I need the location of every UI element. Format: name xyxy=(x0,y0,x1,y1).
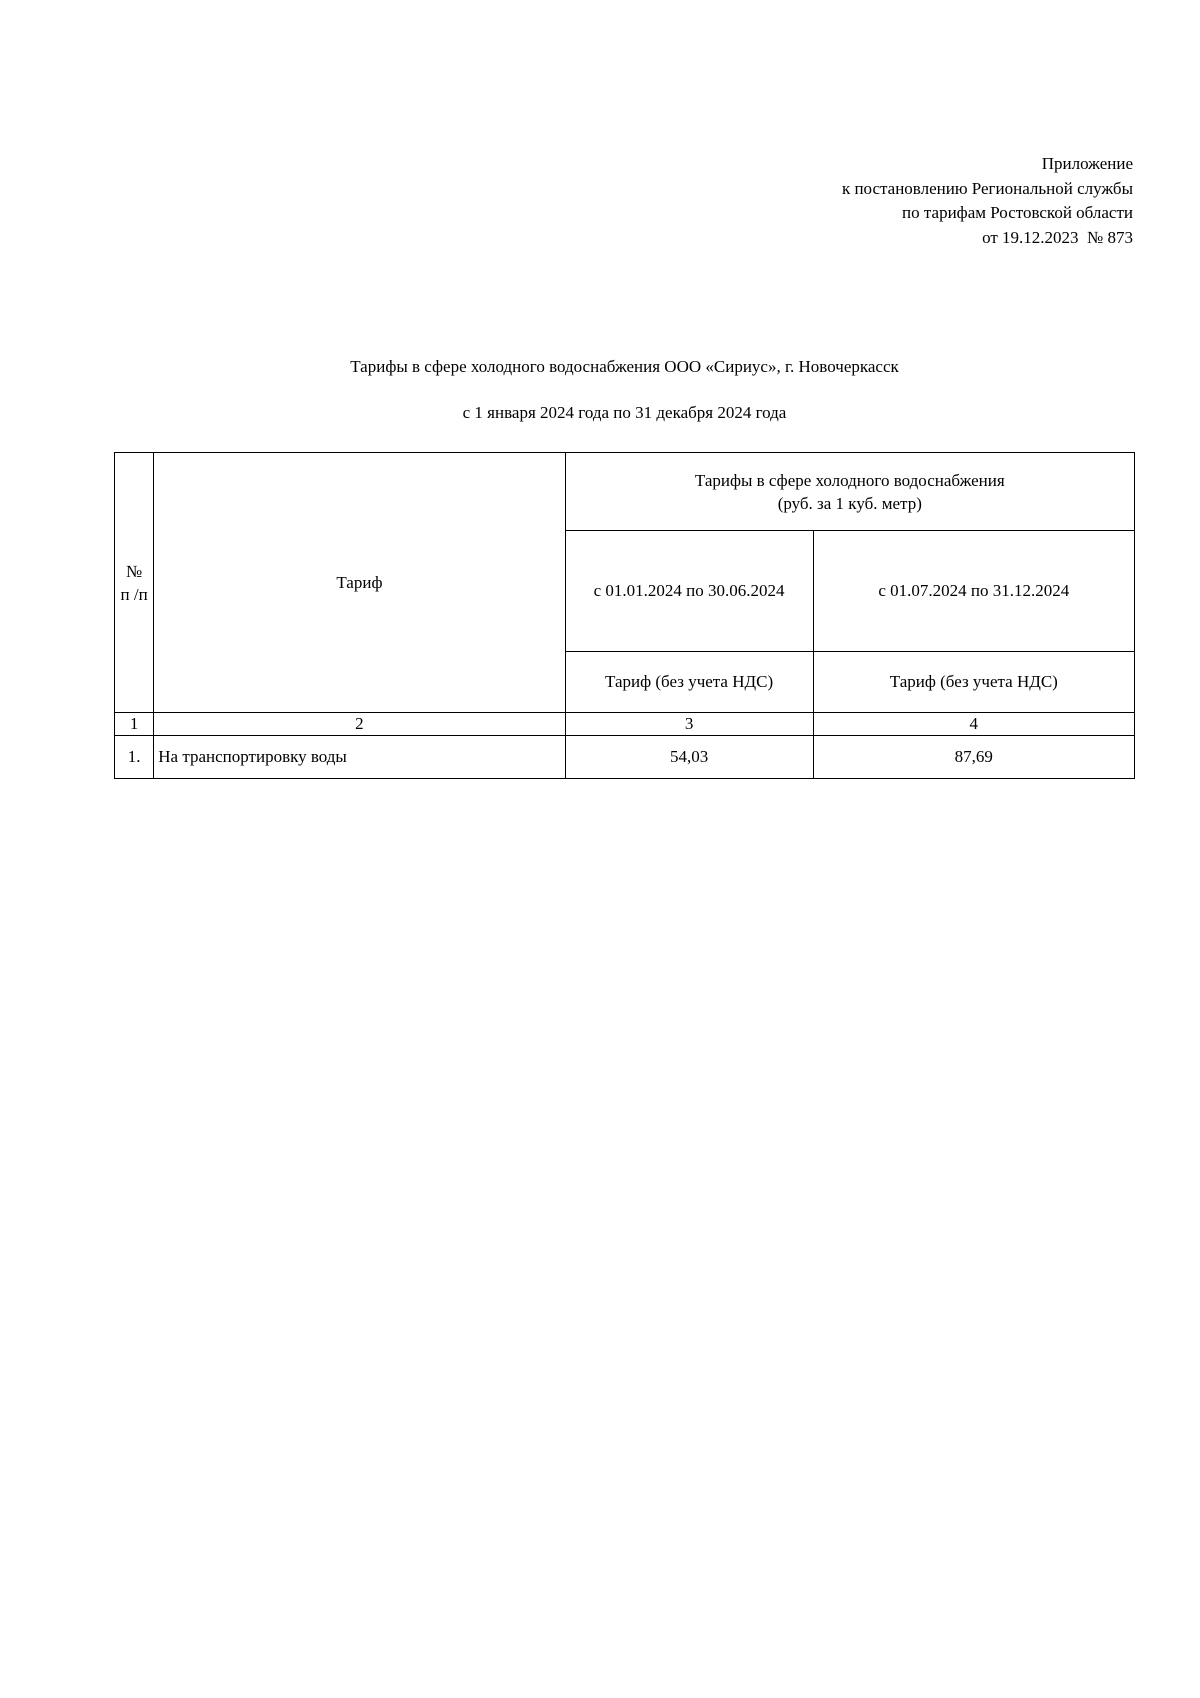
column-number: 3 xyxy=(565,713,813,736)
header-vat-2: Тариф (без учета НДС) xyxy=(813,652,1134,713)
appendix-line: по тарифам Ростовской области xyxy=(902,203,1133,222)
column-number: 2 xyxy=(154,713,565,736)
table-header-row xyxy=(115,453,1135,531)
row-name: На транспортировку воды xyxy=(154,736,565,779)
header-num: № п /п xyxy=(115,453,154,713)
appendix-line: к постановлению Региональной службы xyxy=(841,178,1133,198)
appendix-line: от 19.12.2023 № 873 xyxy=(982,227,1133,247)
row-value-2: 87,69 xyxy=(813,736,1134,779)
row-value-1: 54,03 xyxy=(565,736,813,779)
column-number: 1 xyxy=(115,713,154,736)
column-number: 4 xyxy=(813,713,1134,736)
table-row xyxy=(115,736,1135,779)
row-num: 1. xyxy=(115,736,154,779)
header-period-1: с 01.01.2024 по 30.06.2024 xyxy=(565,531,813,652)
appendix-line: Приложение xyxy=(1041,154,1133,173)
header-tariff: Тариф xyxy=(154,453,565,713)
document-title: Тарифы в сфере холодного водоснабжения ООО «Сириус», г. Новочеркасск xyxy=(350,357,899,376)
document-period: с 1 января 2024 года по 31 декабря 2024 года xyxy=(462,403,787,422)
header-period-2: с 01.07.2024 по 31.12.2024 xyxy=(813,531,1134,652)
tariff-table xyxy=(114,452,1135,779)
header-group: Тарифы в сфере холодного водоснабжения (руб. за 1 куб. метр) xyxy=(565,453,1134,531)
column-number-row xyxy=(115,713,1135,736)
appendix-block xyxy=(573,152,1133,250)
header-vat-1: Тариф (без учета НДС) xyxy=(565,652,813,713)
